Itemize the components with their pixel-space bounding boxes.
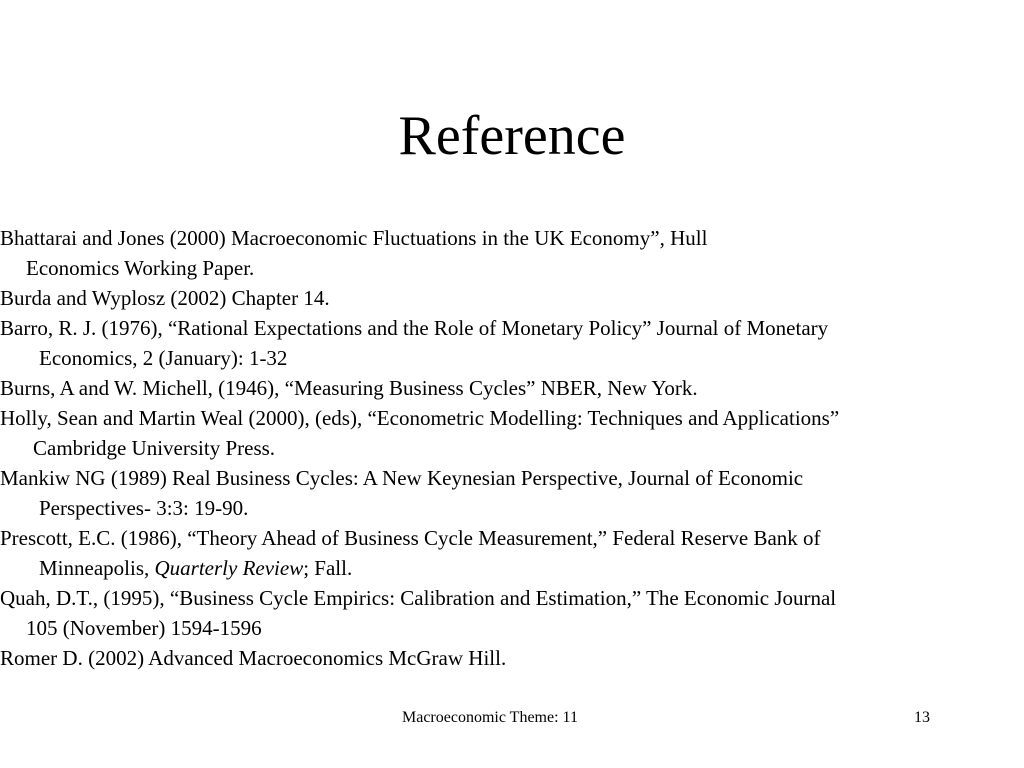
- reference-line: Bhattarai and Jones (2000) Macroeconomic Fluctuations in the UK Economy”, Hull: [0, 226, 708, 250]
- reference-item: [0, 373, 1024, 403]
- page-number: 13: [914, 709, 930, 726]
- reference-text: ; Fall.: [303, 556, 353, 580]
- reference-line-continued: [0, 553, 1024, 583]
- reference-item: [0, 223, 1024, 283]
- reference-line-continued: Economics, 2 (January): 1-32: [39, 346, 288, 370]
- reference-list: [0, 223, 1024, 673]
- reference-item: [0, 463, 1024, 523]
- reference-line: Barro, R. J. (1976), “Rational Expectations and the Role of Monetary Policy” Journal of Monetary: [0, 316, 829, 340]
- reference-item: [0, 643, 1024, 673]
- reference-line-continued: Cambridge University Press.: [33, 436, 276, 460]
- reference-item: [0, 523, 1024, 583]
- reference-item: [0, 403, 1024, 463]
- slide-title: Reference: [398, 105, 626, 167]
- reference-item: [0, 283, 1024, 313]
- reference-line: Burda and Wyplosz (2002) Chapter 14.: [0, 286, 330, 310]
- reference-line-continued: Economics Working Paper.: [26, 256, 255, 280]
- reference-item: [0, 583, 1024, 643]
- reference-line-continued: Perspectives- 3:3: 19-90.: [39, 496, 249, 520]
- reference-item: [0, 313, 1024, 373]
- reference-line: Romer D. (2002) Advanced Macroeconomics McGraw Hill.: [0, 646, 507, 670]
- reference-line: Quah, D.T., (1995), “Business Cycle Empirics: Calibration and Estimation,” The Economic Journal: [0, 586, 837, 610]
- reference-line: Burns, A and W. Michell, (1946), “Measuring Business Cycles” NBER, New York.: [0, 376, 698, 400]
- journal-title: Quarterly Review: [154, 556, 304, 580]
- footer-text: Macroeconomic Theme: 11: [402, 709, 578, 726]
- reference-line: Holly, Sean and Martin Weal (2000), (eds), “Econometric Modelling: Techniques and Applications”: [0, 406, 840, 430]
- reference-line-continued: 105 (November) 1594-1596: [26, 616, 262, 640]
- reference-text: Minneapolis,: [39, 556, 155, 580]
- reference-line: Prescott, E.C. (1986), “Theory Ahead of Business Cycle Measurement,” Federal Reserve Bank of: [0, 526, 821, 550]
- reference-line: Mankiw NG (1989) Real Business Cycles: A New Keynesian Perspective, Journal of Economic: [0, 466, 804, 490]
